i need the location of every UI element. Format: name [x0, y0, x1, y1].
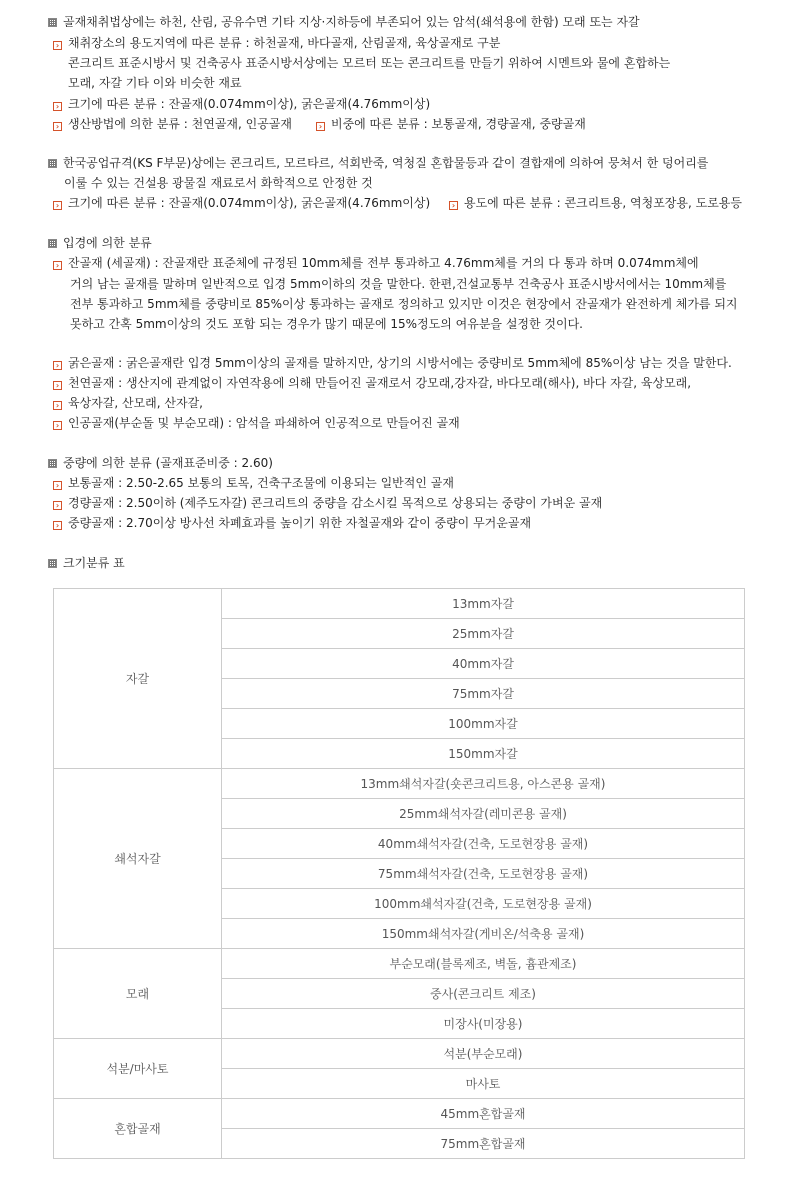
section2-item1b: › 용도에 따른 분류 : 콘크리트용, 역청포장용, 도로용등	[449, 195, 742, 211]
table-row	[54, 1039, 745, 1069]
item-cell: 13mm자갈	[222, 589, 745, 619]
section1-item2: › 크기에 따른 분류 : 잔골재(0.074mm이상), 굵은골재(4.76mm이상)	[53, 96, 430, 112]
arrow-bullet-icon: ›	[53, 261, 62, 270]
arrow-bullet-icon: ›	[316, 122, 325, 131]
section3-heading: 입경에 의한 분류	[48, 235, 152, 251]
section3-artificial: › 인공골재(부순돌 및 부순모래) : 암석을 파쇄하여 인공적으로 만들어진 골재	[53, 415, 460, 431]
size-table	[53, 588, 745, 1159]
section3-natural: › 천연골재 : 생산지에 관계없이 자연작용에 의해 만들어진 골재로서 강모래,강자갈, 바다모래(해사), 바다 자갈, 육상모래,	[53, 375, 691, 391]
item-cell: 13mm쇄석자갈(숏콘크리트용, 아스콘용 골재)	[222, 769, 745, 799]
section1-item3a: › 생산방법에 의한 분류 : 천연골재, 인공골재	[53, 116, 292, 132]
section3-fine-line4: 못하고 간혹 5mm이상의 것도 포함 되는 경우가 많기 때문에 15%정도의 여유분을 설정한 것이다.	[70, 317, 583, 331]
arrow-bullet-icon: ›	[53, 481, 62, 490]
arrow-bullet-icon: ›	[53, 381, 62, 390]
section1-item1: › 채취장소의 용도지역에 따른 분류 : 하천골재, 바다골재, 산림골재, 육상골재로 구분	[53, 35, 500, 51]
item-cell: 75mm혼합골재	[222, 1129, 745, 1159]
arrow-bullet-icon: ›	[53, 201, 62, 210]
arrow-bullet-icon: ›	[53, 401, 62, 410]
table-heading: 크기분류 표	[48, 555, 125, 571]
section4-heading: 중량에 의한 분류 (골재표준비중 : 2.60)	[48, 455, 273, 471]
section4-light: › 경량골재 : 2.50이하 (제주도자갈) 콘크리트의 중량을 감소시킬 목적으로 상용되는 중량이 가벼운 골재	[53, 495, 602, 511]
item-cell: 40mm자갈	[222, 649, 745, 679]
section4-normal: › 보통골재 : 2.50-2.65 보통의 토목, 건축구조물에 이용되는 일반적인 골재	[53, 475, 454, 491]
item-cell: 25mm쇄석자갈(레미콘용 골재)	[222, 799, 745, 829]
arrow-bullet-icon: ›	[53, 122, 62, 131]
item-cell: 40mm쇄석자갈(건축, 도로현장용 골재)	[222, 829, 745, 859]
grid-bullet-icon	[48, 239, 57, 248]
group-cell-sand: 모래	[54, 949, 222, 1039]
item-cell: 중사(콘크리트 제조)	[222, 979, 745, 1009]
section2-heading: 한국공업규격(KS F부문)상에는 콘크리트, 모르타르, 석회반죽, 역청질 혼합물등과 같이 결합재에 의하여 뭉쳐서 한 덩어리를	[48, 155, 708, 171]
item-cell: 100mm자갈	[222, 709, 745, 739]
group-cell-mixed-aggregate: 혼합골재	[54, 1099, 222, 1159]
section2-item1a: › 크기에 따른 분류 : 잔골재(0.074mm이상), 굵은골재(4.76mm이상)	[53, 195, 430, 211]
grid-bullet-icon	[48, 459, 57, 468]
section3-fine-line2: 거의 남는 골재를 말하며 일반적으로 입경 5mm이하의 것을 말한다. 한편,건설교통부 건축공사 표준시방서에서는 10mm체를	[70, 277, 727, 291]
section1-heading: 골재채취법상에는 하천, 산림, 공유수면 기타 지상·지하등에 부존되어 있는 암석(쇄석용에 한함) 모래 또는 자갈	[48, 14, 640, 30]
table-row	[54, 949, 745, 979]
arrow-bullet-icon: ›	[449, 201, 458, 210]
arrow-bullet-icon: ›	[53, 501, 62, 510]
group-cell-stone-powder: 석분/마사토	[54, 1039, 222, 1099]
section4-heavy: › 중량골재 : 2.70이상 방사선 차폐효과를 높이기 위한 자철골재와 같이 중량이 무거운골재	[53, 515, 531, 531]
table-row	[54, 1099, 745, 1129]
arrow-bullet-icon: ›	[53, 421, 62, 430]
group-cell-gravel: 자갈	[54, 589, 222, 769]
item-cell: 150mm자갈	[222, 739, 745, 769]
arrow-bullet-icon: ›	[53, 361, 62, 370]
item-cell: 100mm쇄석자갈(건축, 도로현장용 골재)	[222, 889, 745, 919]
item-cell: 석분(부순모래)	[222, 1039, 745, 1069]
arrow-bullet-icon: ›	[53, 41, 62, 50]
arrow-bullet-icon: ›	[53, 521, 62, 530]
item-cell: 미장사(미장용)	[222, 1009, 745, 1039]
section3-fine: › 잔골재 (세골재) : 잔골재란 표준체에 규정된 10mm체를 전부 통과하고 4.76mm체를 거의 다 통과 하며 0.074mm체에	[53, 255, 699, 271]
item-cell: 150mm쇄석자갈(게비온/석축용 골재)	[222, 919, 745, 949]
grid-bullet-icon	[48, 159, 57, 168]
section3-natural2: › 육상자갈, 산모래, 산자갈,	[53, 395, 203, 411]
section2-heading-line2: 이룰 수 있는 건설용 광물질 재료로서 화학적으로 안정한 것	[64, 176, 373, 190]
item-cell: 75mm쇄석자갈(건축, 도로현장용 골재)	[222, 859, 745, 889]
section1-item3b: › 비중에 따른 분류 : 보통골재, 경량골재, 중량골재	[316, 116, 586, 132]
table-row	[54, 769, 745, 799]
item-cell: 마사토	[222, 1069, 745, 1099]
arrow-bullet-icon: ›	[53, 102, 62, 111]
grid-bullet-icon	[48, 18, 57, 27]
group-cell-crushed-gravel: 쇄석자갈	[54, 769, 222, 949]
table-row	[54, 589, 745, 619]
item-cell: 부순모래(블록제조, 벽돌, 흄관제조)	[222, 949, 745, 979]
section1-item1-line2: 콘크리트 표준시방서 및 건축공사 표준시방서상에는 모르터 또는 콘크리트를 만들기 위하여 시멘트와 물에 혼합하는	[68, 56, 671, 70]
section3-coarse: › 굵은골재 : 굵은골재란 입경 5mm이상의 골재를 말하지만, 상기의 시방서에는 중량비로 5mm체에 85%이상 남는 것을 말한다.	[53, 355, 732, 371]
section3-fine-line3: 전부 통과하고 5mm체를 중량비로 85%이상 통과하는 골재로 정의하고 있지만 이것은 현장에서 잔골재가 완전하게 체가름 되지	[70, 297, 738, 311]
item-cell: 45mm혼합골재	[222, 1099, 745, 1129]
section1-item1-line3: 모래, 자갈 기타 이와 비슷한 재료	[68, 76, 242, 90]
item-cell: 75mm자갈	[222, 679, 745, 709]
item-cell: 25mm자갈	[222, 619, 745, 649]
grid-bullet-icon	[48, 559, 57, 568]
